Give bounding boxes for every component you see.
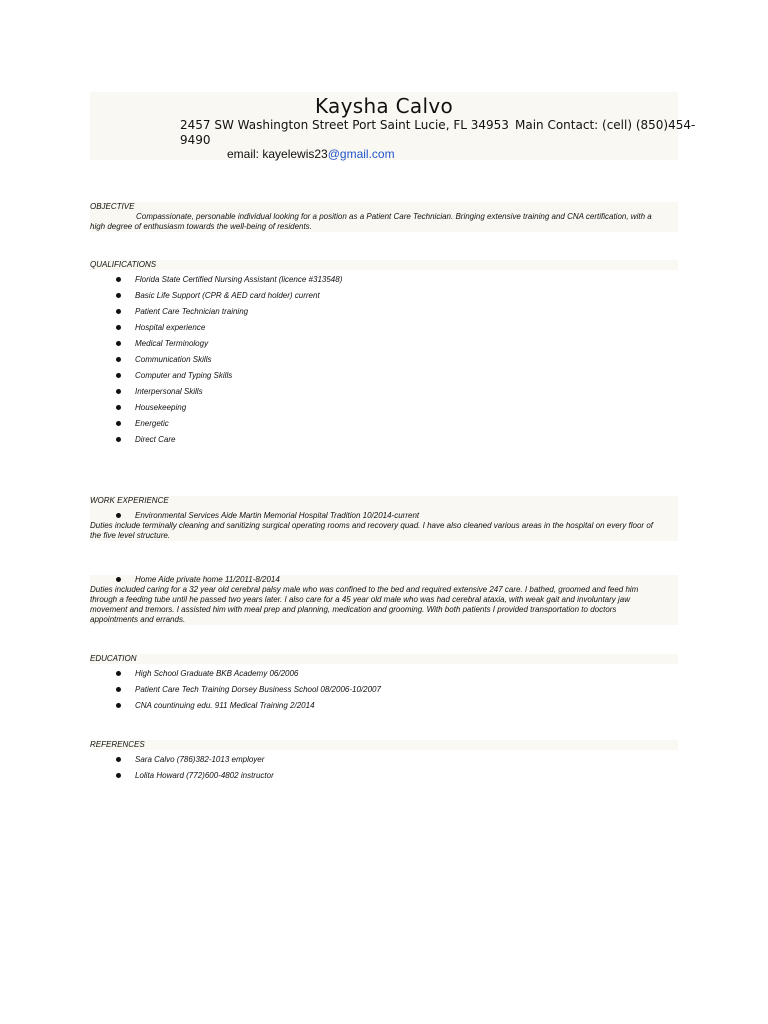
education-section [90,654,678,717]
bullet-icon [116,309,121,314]
bullet-icon [116,325,121,330]
main-contact: Main Contact: (cell) (850)454- [515,118,696,132]
list-item: Medical Terminology [90,339,678,355]
list-item: High School Graduate BKB Academy 06/2006 [90,669,678,685]
education-list [90,669,678,717]
bullet-icon [116,671,121,676]
list-item: Patient Care Tech Training Dorsey Business School 08/2006-10/2007 [90,685,678,701]
job-heading: Home Aide private home 11/2011-8/2014 [90,575,678,585]
candidate-name: Kaysha Calvo [314,94,453,118]
list-item: CNA countinuing edu. 911 Medical Training 2/2014 [90,701,678,717]
list-item: Energetic [90,419,678,435]
qualifications-list [90,275,678,451]
job-heading: Environmental Services Aide Martin Memorial Hospital Tradition 10/2014-current [90,511,678,521]
job-description: Duties included caring for a 32 year old cerebral palsy male who was confined to the bed and required extensive 247 care. I bathed, groomed and feed him through a feeding tube until he passed two years later. I also care for a 45 year old male who was had cerebral ataxia, with weak gait and involuntary jaw movement and tremors. I assisted him with meal prep and planning, medication and grooming. With both patients I provided transportation to doctors appointments and errands. [90,585,639,624]
bullet-icon [116,513,121,518]
main-contact-continued: 9490 [180,133,211,147]
bullet-icon [116,373,121,378]
bullet-icon [116,687,121,692]
bullet-icon [116,277,121,282]
resume-page [90,92,696,780]
bullet-icon [116,421,121,426]
qualifications-title: QUALIFICATIONS [90,260,678,270]
list-item: Patient Care Technician training [90,307,678,323]
list-item: Housekeeping [90,403,678,419]
list-item: Sara Calvo (786)382-1013 employer [90,755,678,771]
list-item: Lolita Howard (772)600-4802 instructor [90,771,678,787]
bullet-icon [116,703,121,708]
list-item: Communication Skills [90,355,678,371]
references-title: REFERENCES [90,740,678,750]
education-title: EDUCATION [90,654,678,664]
bullet-icon [116,293,121,298]
resume-header [90,92,696,161]
email-label: email: kayelewis23 [227,147,328,161]
email-link[interactable]: @gmail.com [327,147,395,161]
work-experience-title: WORK EXPERIENCE [90,496,169,505]
list-item: Hospital experience [90,323,678,339]
bullet-icon [116,405,121,410]
address: 2457 SW Washington Street Port Saint Lucie, FL 34953 [180,118,509,132]
list-item: Computer and Typing Skills [90,371,678,387]
objective-text-line2: high degree of enthusiasm towards the well-being of residents. [90,222,312,231]
bullet-icon [116,577,121,582]
email-line [227,147,395,161]
job-description: Duties include terminally cleaning and sanitizing surgical operating rooms and recovery quad. I have also cleaned various areas in the hospital on every floor of the five level structure. [90,521,653,540]
work-experience-job-2 [90,575,678,625]
objective-text-line1: Compassionate, personable individual looking for a position as a Patient Care Technician. Bringing extensive training and CNA certification, with a [136,212,652,221]
bullet-icon [116,757,121,762]
objective-title: OBJECTIVE [90,202,135,211]
references-section [90,740,678,787]
qualifications-section [90,260,678,451]
list-item: Interpersonal Skills [90,387,678,403]
objective-text [90,212,678,232]
bullet-icon [116,773,121,778]
objective-section [90,202,678,232]
work-experience-section [90,496,678,541]
list-item: Basic Life Support (CPR & AED card holder) current [90,291,678,307]
bullet-icon [116,437,121,442]
bullet-icon [116,341,121,346]
list-item: Direct Care [90,435,678,451]
bullet-icon [116,389,121,394]
list-item: Florida State Certified Nursing Assistant (licence #313548) [90,275,678,291]
bullet-icon [116,357,121,362]
references-list [90,755,678,787]
